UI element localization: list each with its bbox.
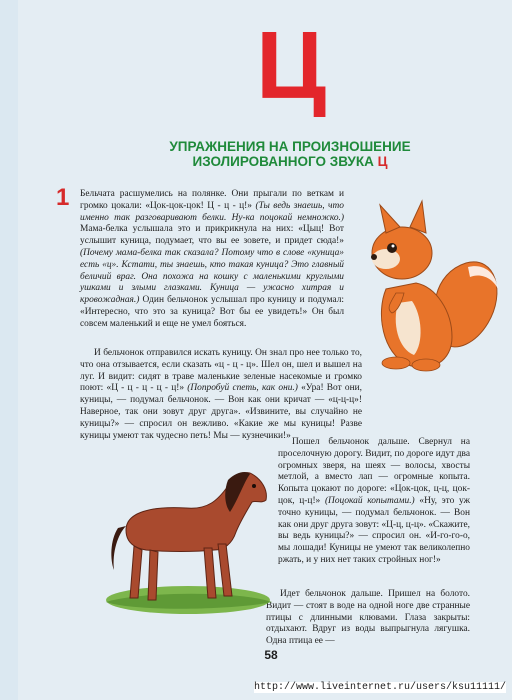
story-part-4 — [266, 589, 470, 648]
story-part-1 — [80, 189, 344, 331]
exercise-number: 1 — [56, 184, 70, 211]
story-4-paragraph: Идет бельчонок дальше. Пришел на болото. Видит — стоят в воде на одной ноге две странные птицы с длинными клювами. Глаза закрыты: отдыхают. Вдруг из воды выпрыгнула лягушка. Одна птица ее — — [266, 589, 470, 647]
story-1-aside-2: (Почему мама-белка так сказала? Потому что в слове «куница» есть «ц». Кстати, ты знаешь, кто такая куница? Это главный беличий враг. Она похожа на кошку с маленькими круглыми ушками и злыми глазками. Куница — ужасно хитрая и кровожадная.) — [80, 247, 344, 306]
story-3-sentence-1: Пошел бельчонок дальше. Свернул на проселочную дорогу. Видит, по дороге идут два огромных зверя, на шеях — волосы, хвосты метлой, а вместо лап — огромные копыта. Копыта цокают по дороге: «Цок-цок, ц-ц, цок-цок, ц-ц!» — [278, 437, 470, 506]
heading-line-2 — [140, 154, 440, 169]
chapter-letter: Ц — [255, 12, 327, 119]
story-part-3 — [278, 437, 470, 567]
exercise-heading — [140, 139, 440, 169]
story-3-aside: (Поцокай копытами.) — [324, 495, 415, 506]
page-number: 58 — [264, 648, 278, 662]
story-1-sentence-3: Один бельчонок услышал про куницу и подумал: «Интересно, что это за куница? Вот бы ее увидеть!» Он был совсем маленький и еще не умел бояться. — [80, 295, 344, 329]
source-watermark: http://www.liveinternet.ru/users/ksu11111/ — [253, 682, 506, 693]
horse-illustration — [96, 460, 278, 622]
story-3-sentence-2: «Ну, это уж точно куницы, — подумал бельчонок. — Вон как они друг друга зовут: «Ц-ц, ц-ц». «Скажите, вы ведь куницы?» — спросил он. «И-го-го-о, мы лошади! Куницы не умеют так великолепно ржать, и у них нет таких стройных ног!» — [278, 495, 471, 565]
story-part-2 — [80, 348, 362, 442]
heading-line-2-text: ИЗОЛИРОВАННОГО ЗВУКА — [192, 154, 374, 169]
heading-line-1: УПРАЖНЕНИЯ НА ПРОИЗНОШЕНИЕ — [169, 139, 411, 154]
story-2-paragraph — [80, 348, 362, 442]
story-1-sentence-1: Бельчата расшумелись на полянке. Они прыгали по веткам и громко цокали: «Цок-цок-цок! Ц - ц - ц!» — [80, 189, 344, 211]
heading-letter: Ц — [377, 154, 388, 169]
story-3-paragraph — [278, 437, 470, 567]
story-1-sentence-2: Мама-белка услышала это и прикрикнула на них: «Цыц! Вот услышит куница, подумает, что вы ее зовете, и придет сюда!» — [80, 224, 344, 247]
story-1-aside-1: (Ты ведь знаешь, что именно так разговаривают белки. Ну-ка поцокай немножко.) — [80, 200, 344, 223]
story-2-sentence-2: «Ура! Вот они, куницы, — подумал бельчонок. — Вон как они кричат — «ц-ц-ц»! Наверное, так они зовут друг друга». «Извините, вы случайно не куницы?» — спросил он вежливо. «Какие же мы куницы! Разве куницы умеют так чудесно петь! Мы — кузнечики!» — [80, 383, 362, 441]
story-2-aside: (Попробуй спеть, как они.) — [187, 383, 298, 394]
squirrel-illustration — [356, 193, 502, 377]
story-2-sentence-1: И бельчонок отправился искать куницу. Он знал про нее только то, что она отзывается, если сказать «ц - ц - ц». Шел он, шел и вышел на луг. И видит: сидят в траве маленькие зеленые насекомые и громко поют: «Ц - ц - ц - ц - ц!» — [80, 348, 362, 394]
